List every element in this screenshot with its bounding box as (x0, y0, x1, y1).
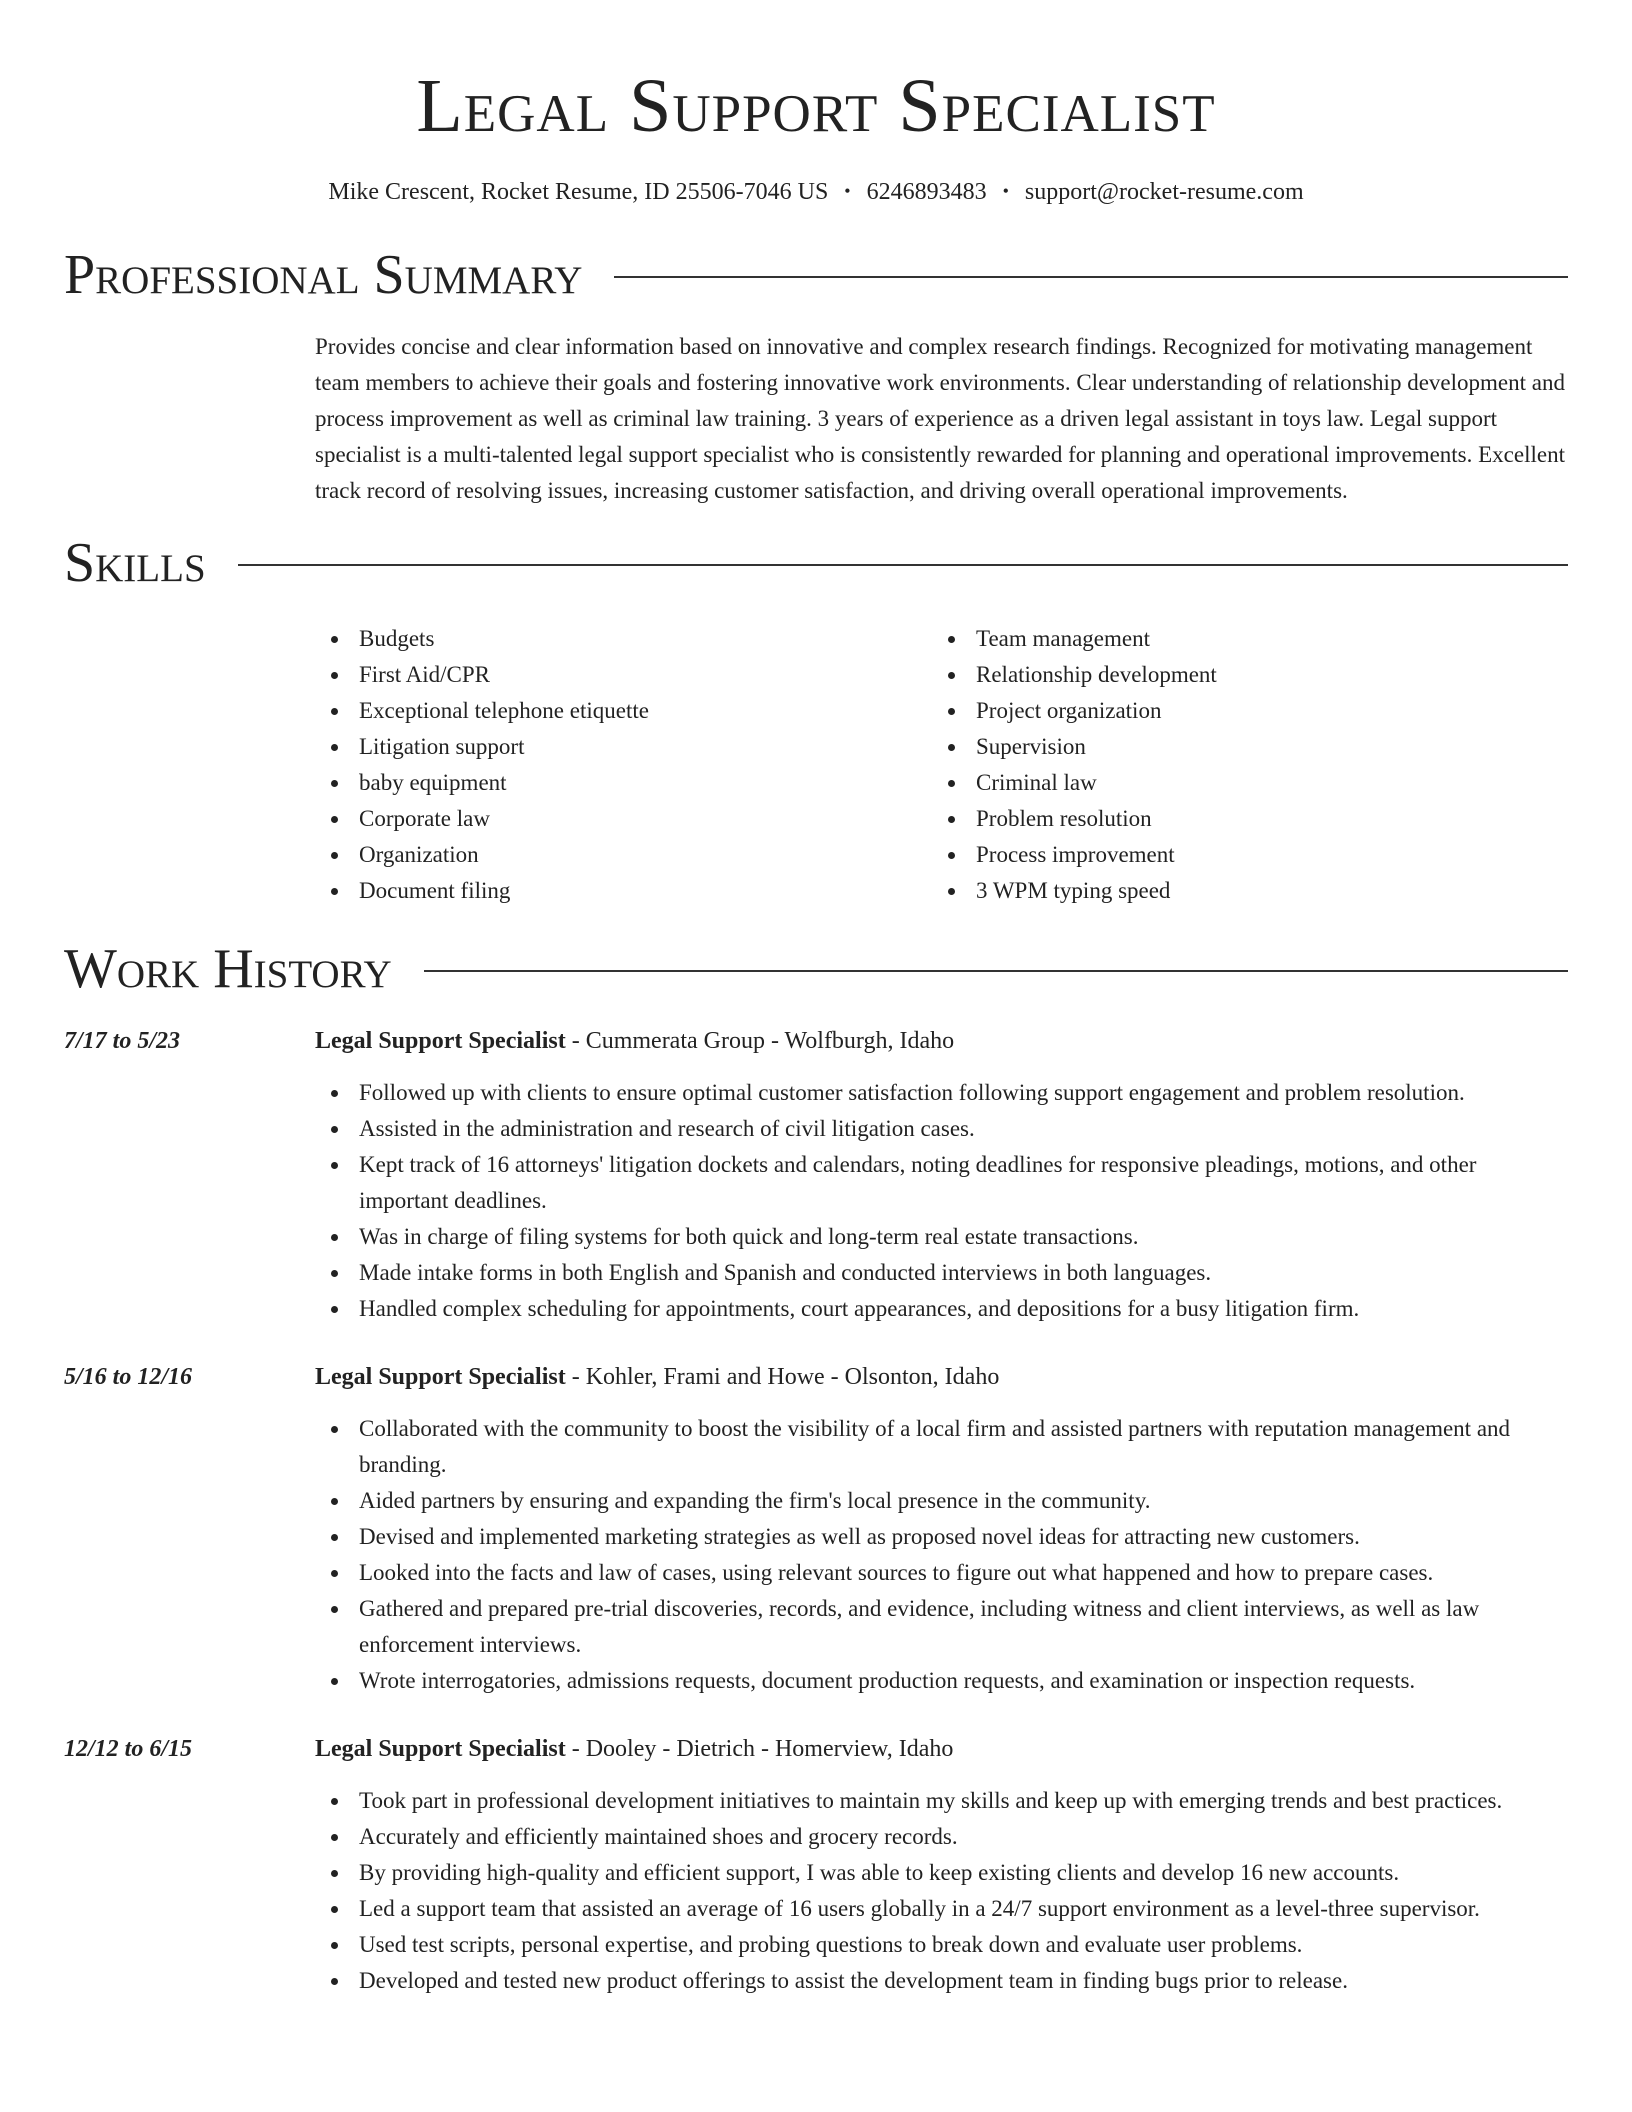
job-role: Legal Support Specialist (315, 1736, 566, 1762)
skill-item: Project organization (932, 693, 1549, 729)
contact-address: Mike Crescent, Rocket Resume, ID 25506-7046 US (328, 179, 829, 205)
section-divider (614, 276, 1568, 278)
section-divider (238, 564, 1568, 566)
job-bullet: Kept track of 16 attorneys' litigation dockets and calendars, noting deadlines for responsive pleadings, motions, and other important deadlines. (315, 1147, 1568, 1219)
contact-email: support@rocket-resume.com (1024, 179, 1304, 205)
work-section-header (64, 937, 1568, 1001)
job-role: Legal Support Specialist (315, 1028, 566, 1054)
job-bullet: By providing high-quality and efficient support, I was able to keep existing clients and develop 16 new accounts. (315, 1855, 1568, 1891)
skill-item: Relationship development (932, 657, 1549, 693)
job-entry (64, 1733, 1568, 1999)
job-employer-location: - Dooley - Dietrich - Homerview, Idaho (565, 1736, 954, 1762)
job-dates: 7/17 to 5/23 (64, 1028, 181, 1054)
job-bullet: Handled complex scheduling for appointments, court appearances, and depositions for a busy litigation firm. (315, 1291, 1568, 1327)
work-history-list (64, 1025, 1568, 1999)
job-bullet: Made intake forms in both English and Spanish and conducted interviews in both languages. (315, 1255, 1568, 1291)
skill-item: Budgets (315, 621, 932, 657)
job-responsibilities (315, 1075, 1568, 1327)
skill-item: Document filing (315, 873, 932, 909)
job-bullet: Gathered and prepared pre-trial discoveries, records, and evidence, including witness and client interviews, as well as law enforcement interviews. (315, 1591, 1568, 1663)
job-responsibilities (315, 1411, 1568, 1699)
job-employer-location: - Cummerata Group - Wolfburgh, Idaho (565, 1028, 955, 1054)
job-bullet: Devised and implemented marketing strategies as well as proposed novel ideas for attracting new customers. (315, 1519, 1568, 1555)
contact-separator: • (1002, 181, 1009, 201)
job-bullet: Aided partners by ensuring and expanding the firm's local presence in the community. (315, 1483, 1568, 1519)
job-bullet: Assisted in the administration and research of civil litigation cases. (315, 1111, 1568, 1147)
resume-title: Legal Support Specialist (416, 64, 1216, 148)
skill-item: Problem resolution (932, 801, 1549, 837)
skills-heading: Skills (64, 532, 206, 594)
job-responsibilities (315, 1783, 1568, 1999)
contact-line (64, 176, 1568, 209)
job-bullet: Was in charge of filing systems for both quick and long-term real estate transactions. (315, 1219, 1568, 1255)
skills-grid (315, 621, 1568, 909)
summary-text: Provides concise and clear information based on innovative and complex research findings. Recognized for motivating management team members to achieve their goals and fostering innovative work environments. Clear understanding of relationship development and process improvement as well as criminal law training. 3 years of experience as a driven legal assistant in toys law. Legal support specialist is a multi-talented legal support specialist who is consistently rewarded for planning and operational improvements. Excellent track record of resolving issues, increasing customer satisfaction, and driving overall operational improvements. (315, 334, 1565, 503)
job-heading (315, 1025, 1568, 1057)
skill-item: Team management (932, 621, 1549, 657)
resume-page (64, 0, 1568, 1999)
skill-item: Corporate law (315, 801, 932, 837)
skills-list-right (932, 621, 1549, 909)
job-dates: 5/16 to 12/16 (64, 1364, 193, 1390)
skill-item: Organization (315, 837, 932, 873)
skill-item: Exceptional telephone etiquette (315, 693, 932, 729)
summary-heading: Professional Summary (64, 244, 583, 306)
summary-section-header (64, 243, 1568, 307)
job-body (315, 1361, 1568, 1699)
job-bullet: Followed up with clients to ensure optimal customer satisfaction following support engagement and problem resolution. (315, 1075, 1568, 1111)
contact-separator: • (844, 181, 851, 201)
section-divider (424, 970, 1568, 972)
job-bullet: Developed and tested new product offerings to assist the development team in finding bugs prior to release. (315, 1963, 1568, 1999)
skills-section-header (64, 531, 1568, 595)
work-heading: Work History (64, 938, 392, 1000)
job-bullet: Wrote interrogatories, admissions requests, document production requests, and examination or inspection requests. (315, 1663, 1568, 1699)
job-role: Legal Support Specialist (315, 1364, 566, 1390)
skill-item: baby equipment (315, 765, 932, 801)
job-heading (315, 1733, 1568, 1765)
job-bullet: Took part in professional development initiatives to maintain my skills and keep up with emerging trends and best practices. (315, 1783, 1568, 1819)
job-dates: 12/12 to 6/15 (64, 1736, 193, 1762)
skill-item: Supervision (932, 729, 1549, 765)
job-bullet: Accurately and efficiently maintained shoes and grocery records. (315, 1819, 1568, 1855)
job-bullet: Led a support team that assisted an average of 16 users globally in a 24/7 support environment as a level-three supervisor. (315, 1891, 1568, 1927)
job-entry (64, 1361, 1568, 1699)
skill-item: Process improvement (932, 837, 1549, 873)
contact-phone: 6246893483 (866, 179, 987, 205)
skill-item: 3 WPM typing speed (932, 873, 1549, 909)
job-bullet: Looked into the facts and law of cases, using relevant sources to figure out what happened and how to prepare cases. (315, 1555, 1568, 1591)
job-entry (64, 1025, 1568, 1327)
job-heading (315, 1361, 1568, 1393)
job-employer-location: - Kohler, Frami and Howe - Olsonton, Idaho (565, 1364, 1000, 1390)
job-body (315, 1025, 1568, 1327)
skill-item: Litigation support (315, 729, 932, 765)
skill-item: Criminal law (932, 765, 1549, 801)
skills-list-left (315, 621, 932, 909)
job-body (315, 1733, 1568, 1999)
job-bullet: Collaborated with the community to boost the visibility of a local firm and assisted partners with reputation management and branding. (315, 1411, 1568, 1483)
skill-item: First Aid/CPR (315, 657, 932, 693)
job-bullet: Used test scripts, personal expertise, and probing questions to break down and evaluate user problems. (315, 1927, 1568, 1963)
